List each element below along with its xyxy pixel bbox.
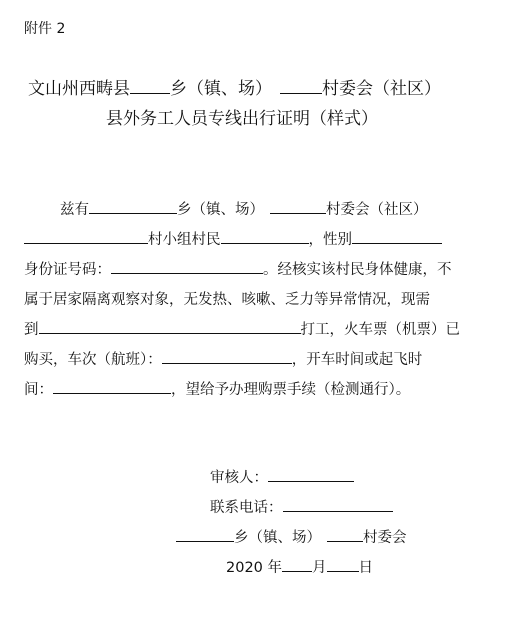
phone-line bbox=[210, 496, 393, 517]
body-line-3 bbox=[24, 258, 452, 279]
body-line-1 bbox=[60, 198, 428, 219]
work-text: 打工，火车票（机票）已 bbox=[300, 322, 460, 338]
reviewer-blank bbox=[268, 467, 354, 482]
id-label: 身份证号码： bbox=[24, 262, 111, 278]
day-blank bbox=[327, 557, 359, 572]
title-county: 文山州西畴县 bbox=[28, 79, 130, 99]
intro-text: 兹有 bbox=[60, 202, 89, 218]
body-line-7 bbox=[24, 378, 410, 399]
gender-blank bbox=[352, 229, 442, 244]
month-blank bbox=[282, 557, 312, 572]
reviewer-label: 审核人： bbox=[210, 470, 268, 486]
body-village-committee: 村委会（社区） bbox=[326, 202, 428, 218]
body-line-4: 属于居家隔离观察对象，无发热、咳嗽、乏力等异常情况，现需 bbox=[24, 292, 430, 308]
sign-township-blank bbox=[176, 527, 234, 542]
destination-blank bbox=[39, 319, 301, 334]
annex-label: 附件 2 bbox=[24, 21, 66, 37]
body-line-6 bbox=[24, 348, 422, 369]
sign-village-blank bbox=[327, 527, 363, 542]
id-blank bbox=[111, 259, 263, 274]
train-number-blank bbox=[162, 349, 292, 364]
body-line-2 bbox=[24, 228, 442, 249]
title-township-blank bbox=[130, 79, 170, 94]
phone-label: 联系电话： bbox=[210, 500, 283, 516]
gender-label: ，性别 bbox=[308, 232, 352, 248]
body-township: 乡（镇、场） bbox=[177, 202, 264, 218]
purchased-text: 购买，车次（航班）： bbox=[24, 352, 162, 368]
time-blank bbox=[53, 379, 171, 394]
closing-text: ，望给予办理购票手续（检测通行）。 bbox=[171, 382, 411, 398]
title-village-blank bbox=[280, 79, 322, 94]
title-township: 乡（镇、场） bbox=[170, 79, 272, 99]
phone-blank bbox=[283, 497, 393, 512]
reviewer-line bbox=[210, 466, 354, 487]
sign-township-line bbox=[176, 526, 407, 547]
date-line bbox=[226, 556, 373, 577]
sign-township: 乡（镇、场） bbox=[234, 530, 321, 546]
group-blank bbox=[24, 229, 148, 244]
date-year: 2020 年 bbox=[226, 560, 283, 576]
time-label: 间： bbox=[24, 382, 53, 398]
group-villager-text: 村小组村民 bbox=[148, 232, 221, 248]
body-line-5 bbox=[24, 318, 460, 339]
title-line-2: 县外务工人员专线出行证明（样式） bbox=[106, 109, 378, 129]
title-line-1 bbox=[28, 74, 441, 99]
date-day: 日 bbox=[358, 560, 374, 576]
title-village-committee: 村委会（社区） bbox=[322, 79, 441, 99]
sign-village-committee: 村委会 bbox=[363, 530, 407, 546]
date-month: 月 bbox=[312, 560, 327, 576]
to-text: 到 bbox=[24, 322, 39, 338]
body-village-blank bbox=[270, 199, 326, 214]
depart-text: ，开车时间或起飞时 bbox=[291, 352, 423, 368]
verify-text: 。经核实该村民身体健康，不 bbox=[263, 262, 452, 278]
name-blank bbox=[89, 199, 177, 214]
villager-name-blank bbox=[221, 229, 309, 244]
